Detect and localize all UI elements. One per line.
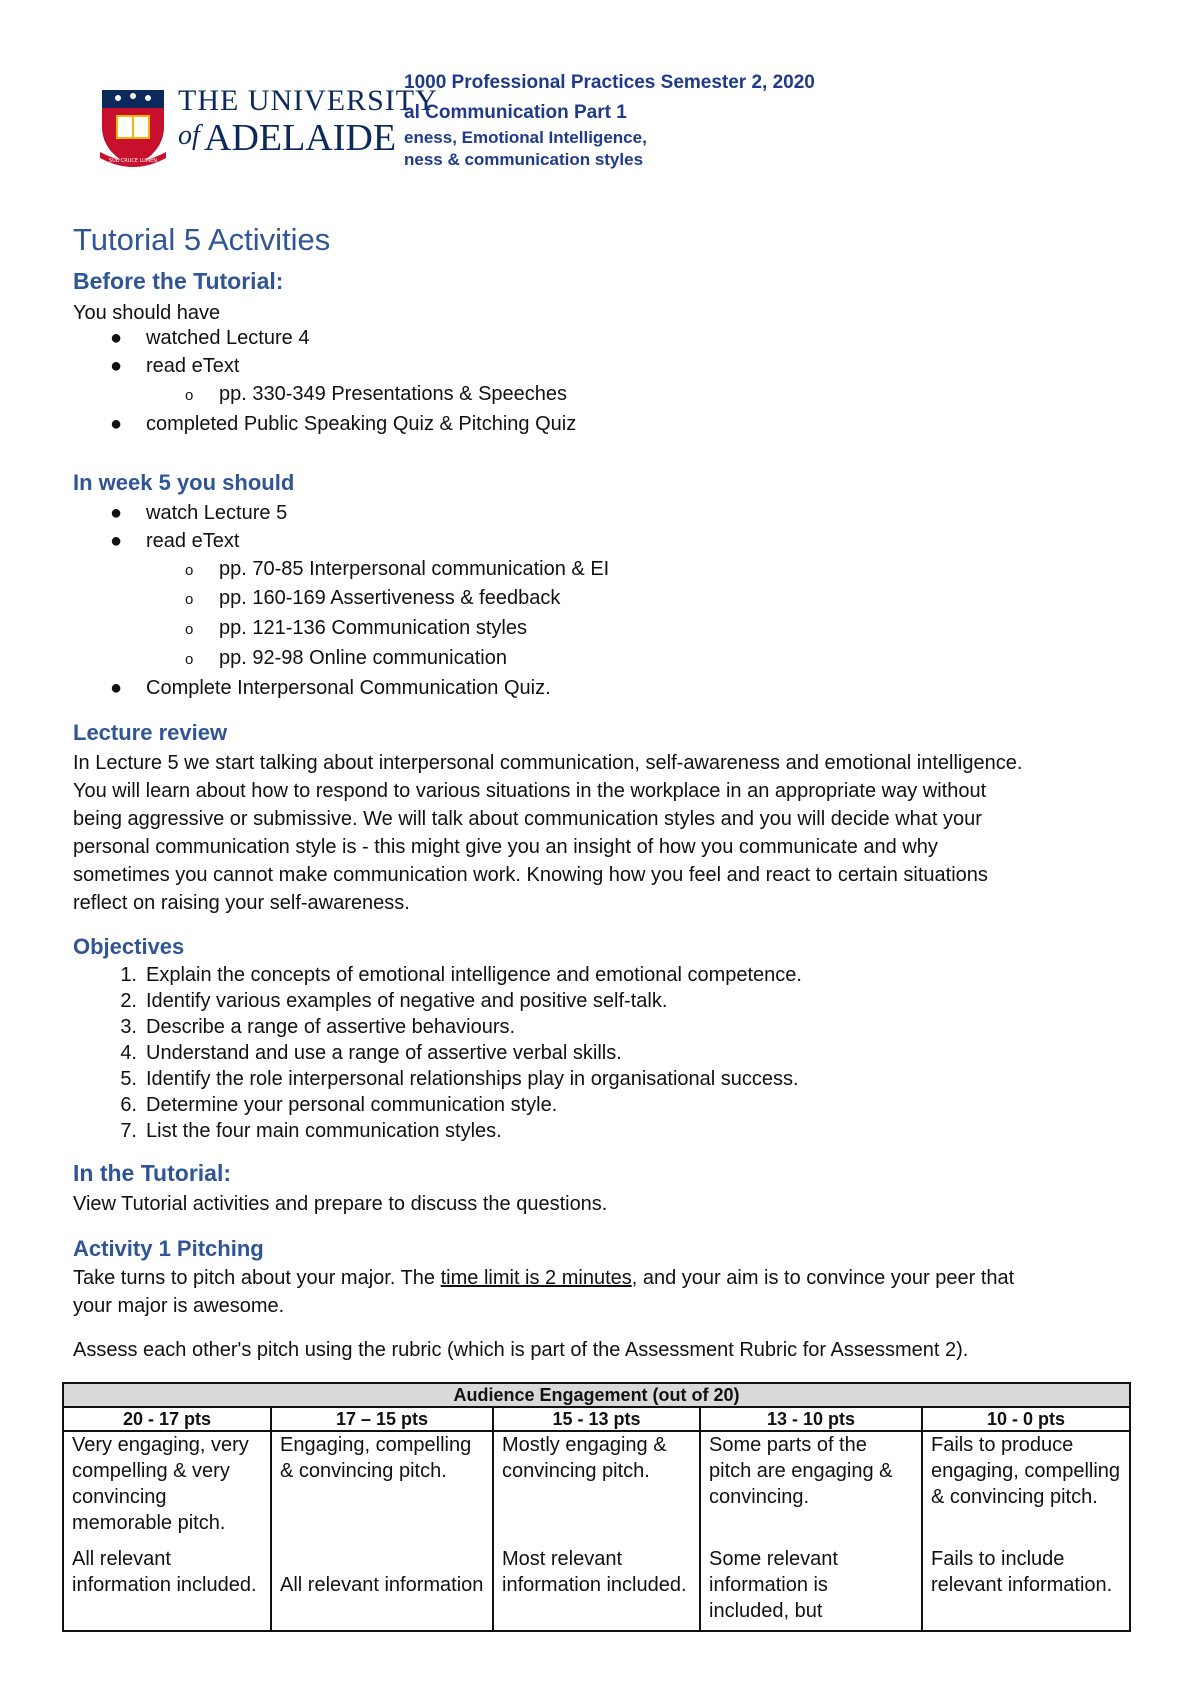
week5-bullet-2: read eText: [146, 530, 240, 552]
sub-bullet-icon: o: [185, 387, 194, 404]
before-heading: Before the Tutorial:: [73, 268, 284, 294]
logo-of: of: [178, 120, 200, 151]
week5-sub-2: pp. 160-169 Assertiveness & feedback: [219, 587, 561, 609]
tutorial-heading: In the Tutorial:: [73, 1160, 232, 1186]
activity1-text-b: , and your aim is to convince your peer that: [631, 1267, 1015, 1289]
objective-item: Understand and use a range of assertive verbal skills.: [146, 1042, 622, 1064]
bullet-icon: ●: [110, 413, 123, 435]
rubric-points-header: 13 - 10 pts: [700, 1407, 922, 1431]
rubric-cell-information: All relevant information included.: [72, 1548, 257, 1596]
activity1-line-1: [73, 1264, 1014, 1292]
activity1-line-2: your major is awesome.: [73, 1295, 285, 1317]
objective-item: Identify various examples of negative and positive self-talk.: [146, 990, 668, 1012]
objective-number: 2.: [120, 990, 137, 1012]
rubric-cell: [493, 1431, 700, 1631]
week5-bullet-3: Complete Interpersonal Communication Quiz.: [146, 677, 551, 699]
time-limit-text: time limit is 2 minutes: [440, 1267, 632, 1289]
week5-sub-4: pp. 92-98 Online communication: [219, 647, 507, 669]
objective-number: 4.: [120, 1042, 137, 1064]
rubric-criteria-row: [63, 1431, 1130, 1631]
sub-bullet-icon: o: [185, 621, 194, 638]
week5-heading: In week 5 you should: [73, 470, 295, 495]
motto-text: SUB CRUCE LUMEN: [108, 158, 158, 164]
rubric-cell-engagement: Engaging, compelling & convincing pitch.: [280, 1434, 472, 1482]
rubric-points-header: 17 – 15 pts: [271, 1407, 493, 1431]
bullet-icon: ●: [110, 502, 123, 524]
header-subtopic-line-1: eness, Emotional Intelligence,: [404, 128, 647, 147]
rubric-cell: [271, 1431, 493, 1631]
objective-number: 6.: [120, 1094, 137, 1116]
rubric-cell-information: Most relevant information included.: [502, 1548, 687, 1596]
rubric-table: [62, 1382, 1131, 1632]
page-title: Tutorial 5 Activities: [73, 222, 331, 257]
rubric-points-header: 15 - 13 pts: [493, 1407, 700, 1431]
lecture-line-1: In Lecture 5 we start talking about interpersonal communication, self-awareness and emotional intelligence.: [73, 752, 1023, 774]
before-sub-1: pp. 330-349 Presentations & Speeches: [219, 383, 568, 405]
week5-sub-3: pp. 121-136 Communication styles: [219, 617, 527, 639]
rubric-cell-engagement: Fails to produce engaging, compelling & convincing pitch.: [931, 1434, 1121, 1508]
page-header: [0, 0, 1200, 175]
rubric-cell-engagement: Very engaging, very compelling & very convincing memorable pitch.: [72, 1434, 249, 1534]
objective-number: 7.: [120, 1120, 137, 1142]
header-topic-line: al Communication Part 1: [404, 102, 627, 123]
rubric-points-row: [63, 1407, 1130, 1431]
sub-bullet-icon: o: [185, 562, 194, 579]
rubric-cell-information: Fails to include relevant information.: [931, 1548, 1113, 1596]
lecture-line-4: personal communication style is - this might give you an insight of how you communicate and why: [73, 836, 938, 858]
bullet-icon: ●: [110, 530, 123, 552]
activity1-heading: Activity 1 Pitching: [73, 1236, 264, 1261]
week5-bullet-1: watch Lecture 5: [146, 502, 288, 524]
objective-item: Determine your personal communication style.: [146, 1094, 558, 1116]
bullet-icon: ●: [110, 677, 123, 699]
week5-sub-1: pp. 70-85 Interpersonal communication & EI: [219, 558, 610, 580]
objective-number: 3.: [120, 1016, 137, 1038]
objective-item: List the four main communication styles.: [146, 1120, 502, 1142]
bullet-icon: ●: [110, 355, 123, 377]
sub-bullet-icon: o: [185, 591, 194, 608]
university-logo: [92, 56, 438, 174]
before-bullet-2: read eText: [146, 355, 240, 377]
before-bullet-1: watched Lecture 4: [146, 327, 310, 349]
lecture-line-6: reflect on raising your self-awareness.: [73, 892, 410, 914]
tutorial-text: View Tutorial activities and prepare to discuss the questions.: [73, 1193, 608, 1215]
lecture-heading: Lecture review: [73, 720, 228, 745]
rubric-title: Audience Engagement (out of 20): [63, 1383, 1130, 1407]
university-crest-icon: [98, 86, 168, 168]
lecture-line-2: You will learn about how to respond to various situations in the workplace in an appropriate way without: [73, 780, 987, 802]
rubric-cell-information: All relevant information: [280, 1574, 484, 1596]
header-subtopic-line-2: ness & communication styles: [404, 150, 644, 169]
before-intro: You should have: [73, 302, 221, 324]
rubric-points-header: 10 - 0 pts: [922, 1407, 1130, 1431]
rubric-cell-engagement: Mostly engaging & convincing pitch.: [502, 1434, 667, 1482]
objective-item: Describe a range of assertive behaviours.: [146, 1016, 516, 1038]
header-course-line: 1000 Professional Practices Semester 2, 2020: [404, 72, 815, 93]
bullet-icon: ●: [110, 327, 123, 349]
activity1-assess: Assess each other's pitch using the rubric (which is part of the Assessment Rubric for Assessment 2).: [73, 1339, 969, 1361]
rubric-cell-information: Some relevant information is included, but: [709, 1548, 838, 1622]
logo-the-university: THE UNIVERSITY: [178, 84, 438, 117]
rubric-cell: [63, 1431, 271, 1631]
rubric-cell: [700, 1431, 922, 1631]
objective-item: Identify the role interpersonal relationships play in organisational success.: [146, 1068, 799, 1090]
rubric-cell: [922, 1431, 1130, 1631]
objectives-heading: Objectives: [73, 934, 185, 959]
sub-bullet-icon: o: [185, 651, 194, 668]
objective-number: 5.: [120, 1068, 137, 1090]
objective-item: Explain the concepts of emotional intelligence and emotional competence.: [146, 964, 802, 986]
lecture-line-5: sometimes you cannot make communication work. Knowing how you feel and react to certain situations: [73, 864, 988, 886]
before-bullet-3: completed Public Speaking Quiz & Pitching Quiz: [146, 413, 577, 435]
rubric-title-row: [63, 1383, 1130, 1407]
objective-number: 1.: [120, 964, 137, 986]
activity1-text-a: Take turns to pitch about your major. The: [73, 1267, 441, 1289]
lecture-line-3: being aggressive or submissive. We will talk about communication styles and you will decide what your: [73, 808, 982, 830]
rubric-cell-engagement: Some parts of the pitch are engaging & convincing.: [709, 1434, 893, 1508]
logo-adelaide: ADELAIDE: [204, 117, 397, 159]
rubric-points-header: 20 - 17 pts: [63, 1407, 271, 1431]
